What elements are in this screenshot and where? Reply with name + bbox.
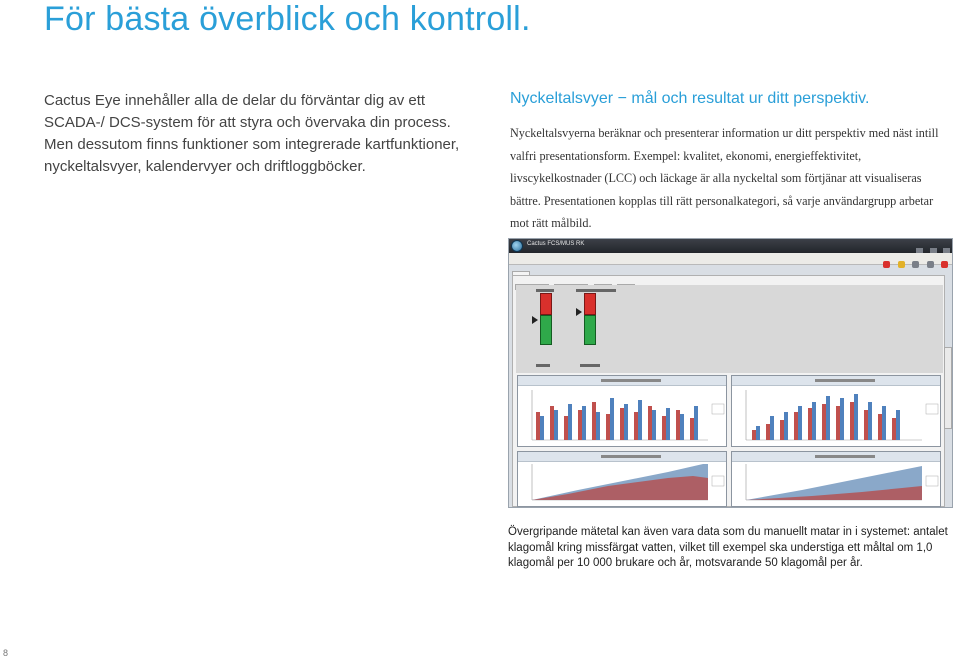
app-logo-icon	[511, 240, 523, 252]
bar-chart	[732, 376, 942, 448]
page-number: 8	[3, 648, 9, 658]
stop-icon	[941, 261, 948, 268]
kpi-panel	[512, 275, 945, 507]
bar-chart-panel	[517, 375, 727, 447]
screenshot-caption: Övergripande mätetal kan även vara data som du manuellt matar in i systemet: antalet klagomål kring missfärgat vatten, vilket till exempel ska understiga ett måltal om 1,0 klagomål per 10 000 brukare och år, motsvarande 50 klagomål per år.	[508, 526, 948, 569]
gauge-pointer-icon	[576, 308, 582, 316]
tool-icon	[927, 261, 934, 268]
gauge	[584, 293, 596, 347]
tool-icon	[912, 261, 919, 268]
section-heading: Nyckeltalsvyer − mål och resultat ur ditt perspektiv.	[510, 90, 870, 107]
bar-group	[536, 398, 698, 440]
app-tabs	[512, 266, 531, 274]
bar-chart	[518, 376, 728, 448]
gauge-label	[580, 364, 600, 367]
app-toolbar	[509, 253, 952, 265]
bar-chart-panel	[731, 375, 941, 447]
gauge	[540, 293, 552, 347]
gauge-pointer-icon	[532, 316, 538, 324]
warning-icon	[898, 261, 905, 268]
gauge-label	[576, 289, 616, 292]
bar-group	[752, 394, 900, 440]
area-series-red	[532, 476, 708, 500]
gauge-label	[536, 289, 554, 292]
area-chart-panel	[731, 451, 941, 507]
app-title: Cactus FCS/MUS RK	[527, 241, 585, 247]
area-chart	[732, 452, 942, 508]
legend-box	[712, 476, 724, 486]
section-body: Nyckeltalsvyerna beräknar och presenterar information ur ditt perspektiv med näst intill valfri presentationsform. Exempel: kvalitet, ekonomi, energieffektivitet, livscykelkostnader (LCC) och läckage är alla nyckeltal som förtjänar att visualiseras bättre. Presentationen kopplas till rätt personalkategori, så varje användargrupp arbetar mot rätt målbild.	[510, 126, 939, 230]
legend-box	[712, 404, 724, 414]
gauge-label	[536, 364, 550, 367]
legend-box	[926, 404, 938, 414]
legend-box	[926, 476, 938, 486]
side-panel-strip[interactable]	[944, 347, 952, 429]
app-screenshot	[508, 238, 953, 508]
alarm-icon	[883, 261, 890, 268]
gauge-area	[516, 285, 943, 373]
app-titlebar	[509, 239, 952, 253]
area-chart	[518, 452, 728, 508]
page-title: För bästa överblick och kontroll.	[44, 0, 531, 38]
area-chart-panel	[517, 451, 727, 507]
intro-paragraph: Cactus Eye innehåller alla de delar du förväntar dig av ett SCADA-/ DCS-system för att styra och övervaka din process. Men dessutom finns funktioner som integrerade kartfunktioner, nyckeltalsvyer, kalendervyer och driftloggböcker.	[44, 92, 460, 175]
kpi-subtabs	[515, 277, 636, 284]
toolbar-icons	[880, 255, 948, 273]
